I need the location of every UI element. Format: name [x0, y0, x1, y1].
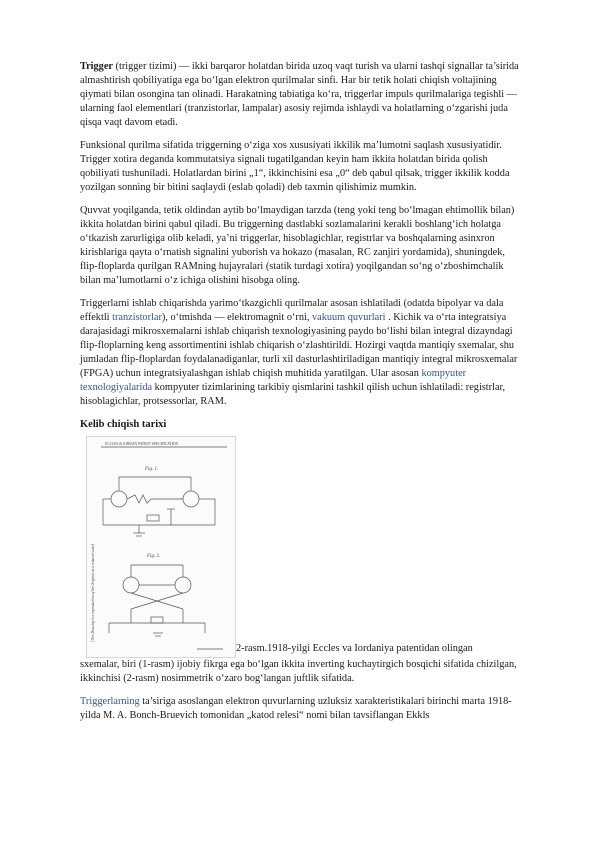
link-computer-technologies[interactable]: kompyuter texnologiyalarida — [80, 368, 467, 393]
paragraph-memory: Funksional qurilma sifatida triggerning o‘ziga xos xususiyati ikkilik ma’lumotni saqlash xususiyatidir. Trigger xotira deganda kommutatsiya signali tugatilgandan keyin ham ikkita holatdan birida qolish qobiliyati tushuniladi. Holatlardan birini „1“, ikkinchisini esa „0“ deb qabul qilsak, trigger ikkilik kodda yozilgan sonning bir bitini saqlaydi (eslab qoladi) deb taxmin qilishimiz mumkin. — [80, 140, 510, 193]
paragraph-definition — [80, 60, 520, 130]
term-trigger: Trigger — [80, 61, 113, 72]
definition-text: (trigger tizimi) — ikki barqaror holatdan birida uzoq vaqt turish va ularni tashqi signallar ta’sirida almashtirish qobiliyatiga ega bo‘lgan elektron qurilmalar sinfi. Har bir tetik holati chiqish voltajining qiymati bilan osongina tan olinadi. Harakatning tabiatiga ko‘ra, triggerlar impuls qurilmalariga tegishli — ularning faol elementlari (tranzistorlar, lampalar) asosiy rejimda ishlaydi va holatlarning o‘zgarishi juda qisqa vaqt davom etadi. — [80, 61, 519, 128]
text-segment: ), o‘tmishda — elektromagnit o‘rni, — [161, 312, 313, 323]
link-transistors[interactable]: tranzistorlar — [112, 312, 162, 323]
tube-2b — [175, 577, 191, 593]
figure-block — [80, 436, 520, 658]
paragraph-manufacturing — [80, 297, 520, 409]
link-triggers[interactable]: Triggerlarning — [80, 696, 140, 707]
link-vacuum-tubes[interactable]: vakuum quvurlari — [312, 312, 386, 323]
text-segment: . Kichik va o‘rta integratsiya darajasidagi mikrosxemalarni ishlab chiqarish texnologiyasining paydo bo‘lishi bilan integral dizayndagi flip-floplarning keng assortimentini ishlab chiqarish o‘zlashtirildi. Hozirgi vaqtda mantiqiy sxemalar, shu jumladan flip-floplardan foydalanadiganlar, turli xil dasturlashtiriladigan mantiqiy integral mikrosxemalar (FPGA) uchun integratsiyalashgan ishlab chiqish muhitida yaratilgan. Ular asosan — [80, 312, 518, 379]
tube-1b — [183, 491, 199, 507]
figure-caption-rest: sxemalar, biri (1-rasm) ijobiy fikrga ega bo‘lgan ikkita inverting kuchaytirgich bosqichi sifatida chizilgan, ikkinchisi (2-rasm) nosimmetrik o‘zaro bog‘langan juftlik sifatida. — [80, 659, 517, 684]
paragraph-history — [80, 695, 520, 723]
fig2-label: Fig. 2. — [147, 554, 161, 559]
history-text: ta’siriga asoslangan elektron quvurlarning uzluksiz xarakteristikalari birinchi marta 1918-yilda M. A. Bonch-Bruevich tomonidan „katod relesi“ nomi bilan tavsiflangan Ekkls — [80, 696, 512, 721]
patent-schematic-svg — [87, 437, 235, 657]
document-body — [80, 60, 520, 732]
paragraph-power-on: Quvvat yoqilganda, tetik oldindan aytib bo‘lmaydigan tarzda (teng yoki teng bo‘lmagan ehtimollik bilan) ikkita holatdan birini qabul qiladi. Bu triggerning dastlabki sozlamalarini kerakli boshlang‘ich holatga o‘tkazish zarurligiga olib keladi, ya’ni triggerlar, hisoblagichlar, registrlar va boshqalarning asinxron kirishlariga qayta o‘rnatish signalini yuborish va hokazo (masalan, RC zanjiri yordamida), shuningdek, flip-floplarda qurilgan RAMning hujayralari (statik turdagi xotira) yoqilgandan so‘ng o‘zboshimchalik bilan ma’lumotlarni o‘z ichiga olishini hisobga oling. — [80, 205, 515, 286]
patent-drawing-image — [86, 436, 236, 658]
patent-header-text: ECCLES & JORDAN PATENT SPECIFICATION — [105, 442, 179, 446]
text-segment: kompyuter tizimlarining tarkibiy qismlarini tashkil qilish uchun ishlatiladi: registrlar, hisoblagichlar, protsessorlar, RAM. — [80, 382, 506, 407]
patent-side-note: [This Drawing is a reproduction of the Original on a reduced scale] — [91, 543, 95, 642]
fig1-label: Fig. 1. — [145, 467, 159, 472]
tube-1a — [111, 491, 127, 507]
section-heading-history: Kelib chiqish tarixi — [80, 419, 167, 430]
text-segment: Triggerlarni ishlab chiqarishda yarimo‘tkazgichli qurilmalar asosan ishlatiladi (odatda bipolyar va dala effektli — [80, 298, 504, 323]
tube-2a — [123, 577, 139, 593]
figure-caption-start: 2-rasm.1918-yilgi Eccles va Iordaniya patentidan olingan — [236, 643, 473, 654]
